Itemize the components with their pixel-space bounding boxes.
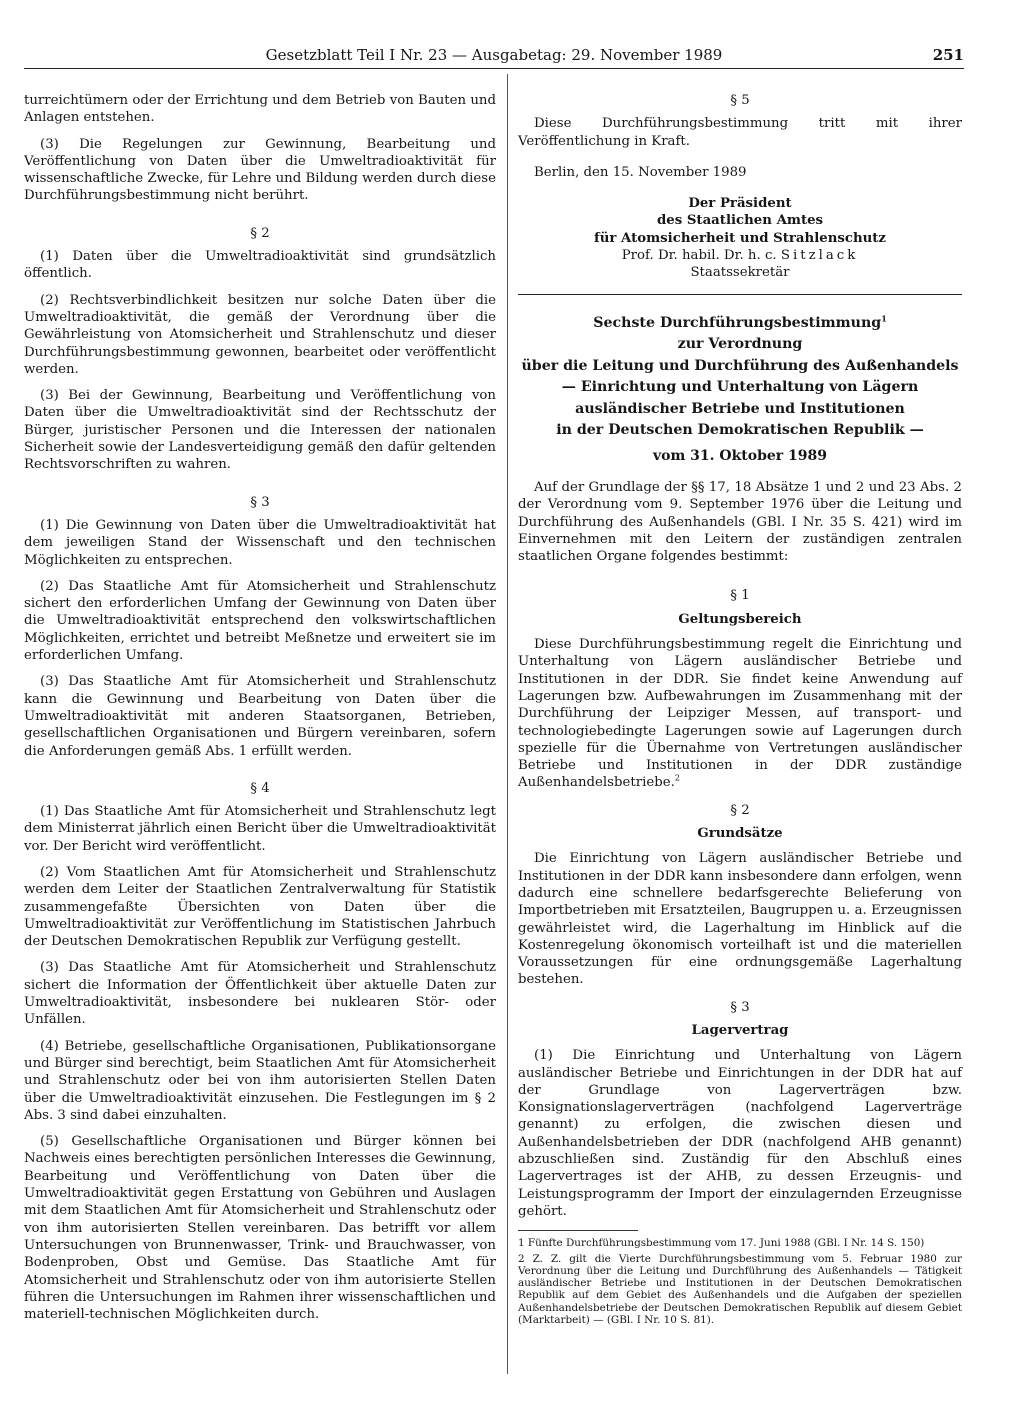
paragraph: (1) Das Staatliche Amt für Atomsicherheit und Strahlenschutz legt dem Ministerrat jährlich einen Bericht über die Umweltradioaktivität vor. Der Bericht wird veröffentlicht. (24, 804, 496, 854)
section-heading: § 3 (730, 999, 750, 1015)
footnote: 1 Fünfte Durchführungsbestimmung vom 17. Juni 1988 (GBl. I Nr. 14 S. 150) (518, 1237, 925, 1250)
footnote-marker: 1 (881, 312, 887, 323)
paragraph: Diese Durchführungsbestimmung tritt mit ihrer Veröffentlichung in Kraft. (518, 116, 962, 149)
title-line: Sechste Durchführungsbestimmung (593, 314, 882, 331)
section-title: Grundsätze (697, 826, 783, 842)
paragraph: (1) Die Gewinnung von Daten über die Umweltradioaktivität hat dem jeweiligen Stand der Wissenschaft und den technischen Möglichkeiten zu entsprechen. (24, 517, 496, 568)
signatory-role: Staatssekretär (690, 265, 790, 281)
header-rule (24, 68, 964, 69)
document-title (518, 313, 962, 442)
right-column (518, 92, 962, 1329)
paragraph: (2) Rechtsverbindlichkeit besitzen nur solche Daten über die Umweltradioaktivität, die gemäß der Verordnung über die Gewährleistung von Atomsicherheit und Strahlenschutz und dieser Durchführungsbestimmung gewonnen, bearbeitet oder veröffentlicht werden. (24, 292, 496, 377)
paragraph: (3) Das Staatliche Amt für Atomsicherheit und Strahlenschutz sichert die Information der Öffentlichkeit über aktuelle Daten zur Umweltradioaktivität, insbesondere bei nuklearen Stör- oder Unfällen. (24, 960, 496, 1028)
footnote-rule (518, 1230, 638, 1231)
header-title: Gesetzblatt Teil I Nr. 23 — Ausgabetag: 29. November 1989 (265, 46, 723, 64)
footnote: 2 Z. Z. gilt die Vierte Durchführungsbestimmung vom 5. Februar 1980 zur Verordnung über die Leitung und Durchführung des Außenhandels — Tätigkeit ausländischer Betriebe und Institutionen in der Deutschen Demokratischen Republik auf dem Gebiet des Außenhandels und die Aufgaben der speziellen Außenhandelsbetriebe der Deutschen Demokratischen Republik auf diesem Gebiet (Marktarbeit) — (GBl. I Nr. 10 S. 81). (518, 1252, 962, 1327)
title-line: ausländischer Betriebe und Institutionen (575, 400, 905, 417)
paragraph: (3) Das Staatliche Amt für Atomsicherheit und Strahlenschutz kann die Gewinnung und Bearbeitung von Daten über die Umweltradioaktivität mit anderen Staatsorganen, Betrieben, gesellschaftlichen Organisationen und Bürgern vereinbaren, sofern die Anforderungen gemäß Abs. 1 erfüllt werden. (24, 674, 496, 759)
separator-rule (518, 294, 962, 295)
signatory-degrees: Prof. Dr. habil. Dr. h. c. (621, 248, 777, 264)
section-heading: § 2 (730, 802, 750, 818)
paragraph-text: Diese Durchführungsbestimmung regelt die Einrichtung und Unterhaltung von Lägern ausländischer Betriebe und Institutionen in der DDR. Sie findet keine Anwendung auf Lagerungen bzw. Aufbewahrungen im Zusammenhang mit der Durchführung der Leipziger Messen, auf transport- und technologiebedingte Lagerungen sowie auf Lagerungen durch spezielle für die Übernahme von Vertretungen ausländischer Betriebe und Institutionen in der DDR zuständige Außenhandelsbetriebe. (518, 637, 962, 791)
signatory-name-line (518, 247, 962, 264)
preamble: Auf der Grundlage der §§ 17, 18 Absätze 1 und 2 und 23 Abs. 2 der Verordnung vom 9. September 1976 über die Leitung und Durchführung des Außenhandels (GBl. I Nr. 35 S. 421) wird im Einvernehmen mit den Leitern der zuständigen zentralen staatlichen Organe folgendes bestimmt: (518, 479, 962, 565)
signatory-office: für Atomsicherheit und Strahlenschutz (594, 230, 886, 246)
section-heading: § 5 (730, 93, 750, 108)
section-heading: § 1 (730, 588, 750, 604)
section-title: Lagervertrag (691, 1022, 789, 1038)
title-line: über die Leitung und Durchführung des Außenhandels (521, 357, 959, 374)
place-date: Berlin, den 15. November 1989 (534, 164, 747, 180)
section-title: Geltungsbereich (678, 611, 802, 627)
document-date: vom 31. Oktober 1989 (652, 447, 827, 464)
signatory-title: Der Präsident (688, 196, 792, 212)
title-line: — Einrichtung und Unterhaltung von Lägern (561, 379, 919, 396)
signature-block (518, 195, 962, 281)
section-heading: § 4 (250, 780, 270, 796)
column-divider (507, 74, 508, 1374)
paragraph: (2) Vom Staatlichen Amt für Atomsicherheit und Strahlenschutz werden dem Leiter der Staatlichen Zentralverwaltung für Statistik zusammengefaßte Übersichten von Daten über die Umweltradioaktivität zur Veröffentlichung im Statistischen Jahrbuch der Deutschen Demokratischen Republik zur Verfügung gestellt. (24, 864, 496, 950)
signatory-name: Sitzlack (780, 248, 859, 264)
paragraph: (3) Bei der Gewinnung, Bearbeitung und Veröffentlichung von Daten über die Umweltradioaktivität sind der Rechtsschutz der Bürger, juristischer Personen und die Interessen der nationalen Sicherheit sowie der Landesverteidigung gemäß den dafür geltenden Rechtsvorschriften zu wahren. (24, 388, 496, 473)
paragraph: (4) Betriebe, gesellschaftliche Organisationen, Publikationsorgane und Bürger sind berechtigt, beim Staatlichen Amt für Atomsicherheit und Strahlenschutz oder bei von ihm autorisierten Stellen Daten über die Umweltradioaktivität einzusehen. Die Festlegungen im § 2 Abs. 3 sind dabei einzuhalten. (24, 1038, 496, 1123)
section-heading: § 2 (250, 225, 270, 241)
paragraph: (1) Die Einrichtung und Unterhaltung von Lägern ausländischer Betriebe und Einrichtungen in der DDR hat auf der Grundlage von Lagerverträgen bzw. Konsignationslagerverträgen (nachfolgend Lagerverträge genannt) zu erfolgen, die zwischen diesen und Außenhandelsbetrieben der DDR (nachfolgend AHB genannt) abzuschließen sind. Zuständig für den Abschluß eines Lagervertrages ist der AHB, zu dessen Erzeugnis- und Leistungsprogramm der Import der einzulagernden Erzeugnisse gehört. (518, 1048, 962, 1219)
paragraph: turreichtümern oder der Errichtung und dem Betrieb von Bauten und Anlagen entstehen. (24, 93, 496, 126)
title-line: zur Verordnung (677, 336, 803, 353)
left-column (24, 92, 496, 1332)
page-number: 251 (932, 46, 964, 64)
paragraph: (2) Das Staatliche Amt für Atomsicherheit und Strahlenschutz sichert den erforderlichen Umfang der Gewinnung von Daten über die Umweltradioaktivität entsprechend den volkswirtschaftlichen Möglichkeiten, errichtet und betreibt Meßnetze und erweitert sie im erforderlichen Umfang. (24, 578, 496, 664)
paragraph: (3) Die Regelungen zur Gewinnung, Bearbeitung und Veröffentlichung von Daten über die Umweltradioaktivität für wissenschaftliche Zwecke, für Lehre und Bildung werden durch diese Durchführungsbestimmung nicht berührt. (24, 136, 496, 204)
paragraph: (1) Daten über die Umweltradioaktivität sind grundsätzlich öffentlich. (24, 249, 496, 282)
signatory-office: des Staatlichen Amtes (656, 213, 824, 229)
paragraph: Die Einrichtung von Lägern ausländischer Betriebe und Institutionen in der DDR kann insbesondere dann erfolgen, wenn dadurch eine schnellere bedarfsgerechte Belieferung von Importbetrieben mit Ersatzteilen, Baugruppen u. a. Erzeugnissen gewährleistet wird, die Lagerhaltung im Hinblick auf die Kostenregelung ökonomisch vorteilhaft ist und die materiellen Voraussetzungen für eine ordnungsgemäße Lagerhaltung bestehen. (518, 851, 962, 988)
paragraph: (5) Gesellschaftliche Organisationen und Bürger können bei Nachweis eines berechtigten persönlichen Interesses die Gewinnung, Bearbeitung und Veröffentlichung von Daten über die Umweltradioaktivität gegen Erstattung von Gebühren und Auslagen mit dem Staatlichen Amt für Atomsicherheit und Strahlenschutz oder von ihm autorisierten Stellen vereinbaren. Das betrifft vor allem Untersuchungen von Brunnenwasser, Trink- und Brauchwasser, von Bodenproben, Obst und Gemüse. Das Staatliche Amt für Atomsicherheit und Strahlenschutz oder von ihm autorisierte Stellen führen die Untersuchungen im Rahmen ihrer wissenschaftlichen und materiell-technischen Möglichkeiten durch. (24, 1134, 496, 1323)
paragraph (518, 636, 962, 792)
page-header (24, 46, 964, 68)
title-line: in der Deutschen Demokratischen Republik — (556, 422, 924, 439)
section-heading: § 3 (250, 494, 270, 510)
footnote-marker: 2 (674, 774, 680, 783)
